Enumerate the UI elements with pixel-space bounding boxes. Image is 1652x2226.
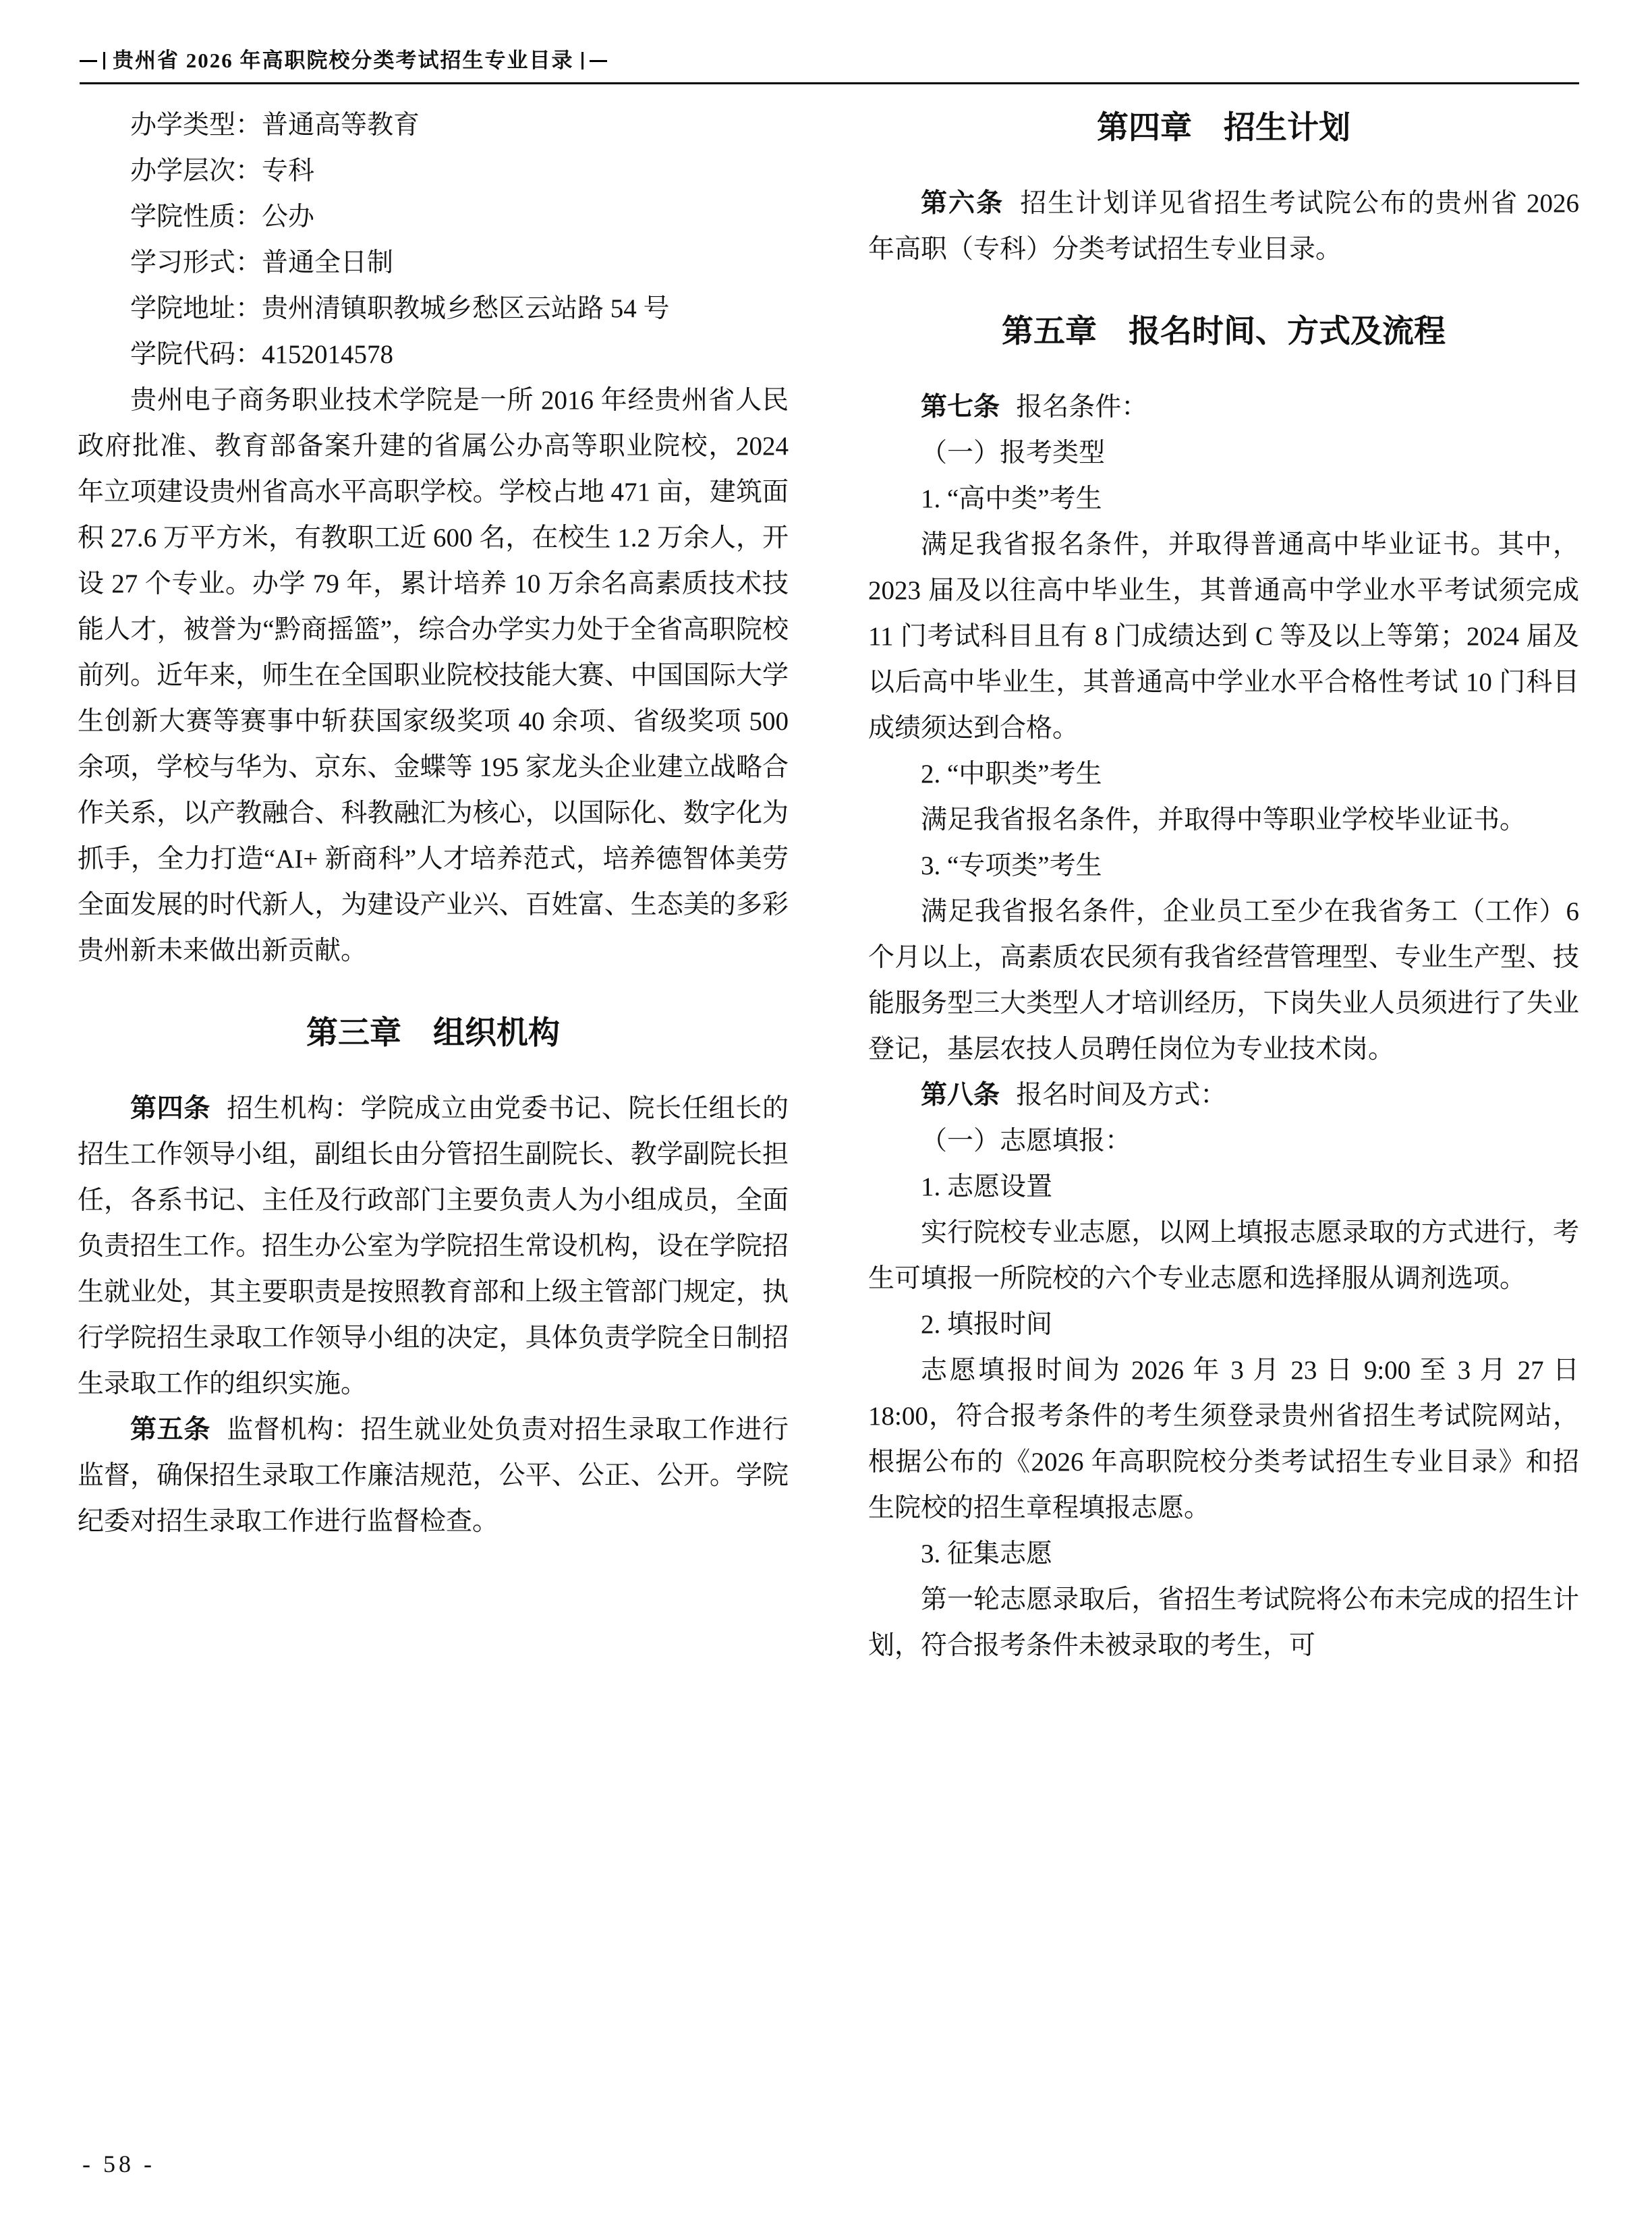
body-paragraph: 满足我省报名条件，并取得中等职业学校毕业证书。 bbox=[921, 805, 1527, 834]
body-paragraph: 1. 志愿设置 bbox=[921, 1172, 1053, 1201]
article-7-text: 报名条件： bbox=[1016, 393, 1148, 422]
body-paragraph: （一）志愿填报： bbox=[921, 1126, 1132, 1155]
info-line-school-level: 办学层次：专科 bbox=[130, 156, 315, 186]
info-line-school-code: 学院代码：4152014578 bbox=[130, 340, 394, 369]
header-tick-left-line bbox=[80, 60, 97, 62]
body-paragraph: 满足我省报名条件，企业员工至少在我省务工（工作）6 个月以上，高素质农民须有我省经营管理型、专业生产型、技能服务型三大类型人才培训经历，下岗失业人员须进行了失业登记，基层农技人员聘任岗位为专业技术岗。 bbox=[868, 897, 1579, 1064]
chapter-3-heading: 第三章 组织机构 bbox=[306, 1015, 560, 1050]
article-7-paragraph bbox=[868, 384, 1579, 430]
info-line-study-form: 学习形式：普通全日制 bbox=[130, 248, 394, 277]
page-footer bbox=[82, 2150, 155, 2177]
article-5-lead: 第五条 bbox=[130, 1415, 211, 1444]
header-rule bbox=[80, 82, 1579, 84]
info-line-school-address: 学院地址：贵州清镇职教城乡愁区云站路 54 号 bbox=[130, 294, 670, 323]
article-4-lead: 第四条 bbox=[130, 1094, 211, 1123]
intro-paragraph: 贵州电子商务职业技术学院是一所 2016 年经贵州省人民政府批准、教育部备案升建的省属公办高等职业院校，2024 年立项建设贵州省高水平高职学校。学校占地 471 亩，建筑面积 27.6 万平方米，有教职工近 600 名，在校生 1.2 万余人，开设 27 个专业。办学 79 年，累计培养 10 万余名高素质技术技能人才，被誉为“黔商摇篮”，综合办学实力处于全省高职院校前列。近年来，师生在全国职业院校技能大赛、中国国际大学生创新大赛等赛事中斩获国家级奖项 40 余项、省级奖项 500 余项，学校与华为、京东、金蝶等 195 家龙头企业建立战略合作关系，以产教融合、科教融汇为核心，以国际化、数字化为抓手，全力打造“AI+ 新商科”人才培养范式，培养德智体美劳全面发展的时代新人，为建设产业兴、百姓富、生态美的多彩贵州新未来做出新贡献。 bbox=[78, 386, 789, 965]
column-right bbox=[868, 103, 1579, 1669]
header-title-row bbox=[80, 47, 1579, 74]
column-left bbox=[78, 103, 789, 1669]
header-tick-left-bar bbox=[103, 52, 105, 69]
article-7-lead: 第七条 bbox=[921, 393, 1000, 422]
article-5-text: 监督机构：招生就业处负责对招生录取工作进行监督，确保招生录取工作廉洁规范，公平、公正、公开。学院纪委对招生录取工作进行监督检查。 bbox=[78, 1415, 789, 1536]
body-paragraph: 志愿填报时间为 2026 年 3 月 23 日 9:00 至 3 月 27 日 18:00，符合报考条件的考生须登录贵州省招生考试院网站，根据公布的《2026 年高职院校分类考试招生专业目录》和招生院校的招生章程填报志愿。 bbox=[868, 1356, 1579, 1522]
body-paragraph: 2. “中职类”考生 bbox=[921, 760, 1102, 789]
article-4-paragraph bbox=[78, 1086, 789, 1407]
article-6-lead: 第六条 bbox=[921, 189, 1004, 218]
body-paragraph: 3. “专项类”考生 bbox=[921, 851, 1102, 880]
header-tick-right-bar bbox=[581, 52, 583, 69]
info-line-school-type: 办学类型：普通高等教育 bbox=[130, 111, 420, 140]
header-tick-right-line bbox=[590, 60, 607, 62]
page-number: - 58 - bbox=[82, 2150, 155, 2177]
header-title: 贵州省 2026 年高职院校分类考试招生专业目录 bbox=[113, 49, 574, 72]
article-6-paragraph bbox=[868, 181, 1579, 273]
body-paragraph: 1. “高中类”考生 bbox=[921, 484, 1102, 513]
article-4-text: 招生机构：学院成立由党委书记、院长任组长的招生工作领导小组，副组长由分管招生副院长、教学副院长担任，各系书记、主任及行政部门主要负责人为小组成员，全面负责招生工作。招生办公室为学院招生常设机构，设在学院招生就业处，其主要职责是按照教育部和上级主管部门规定，执行学院招生录取工作领导小组的决定，具体负责学院全日制招生录取工作的组织实施。 bbox=[78, 1094, 789, 1398]
body-paragraph: 2. 填报时间 bbox=[921, 1310, 1053, 1339]
chapter-4-heading: 第四章 招生计划 bbox=[1097, 109, 1350, 145]
body-paragraph: 满足我省报名条件，并取得普通高中毕业证书。其中，2023 届及以往高中毕业生，其普通高中学业水平考试须完成 11 门考试科目且有 8 门成绩达到 C 等及以上等第；2024 届及以后高中毕业生，其普通高中学业水平合格性考试 10 门科目成绩须达到合格。 bbox=[868, 530, 1579, 743]
info-line-school-nature: 学院性质：公办 bbox=[130, 202, 315, 231]
page-header bbox=[80, 47, 1579, 84]
article-8-text: 报名时间及方式： bbox=[1016, 1081, 1227, 1110]
article-8-paragraph bbox=[868, 1073, 1579, 1118]
body-paragraph: 实行院校专业志愿，以网上填报志愿录取的方式进行，考生可填报一所院校的六个专业志愿和选择服从调剂选项。 bbox=[868, 1218, 1579, 1293]
body-paragraph: （一）报考类型 bbox=[921, 438, 1106, 467]
body-paragraph: 第一轮志愿录取后，省招生考试院将公布未完成的招生计划，符合报考条件未被录取的考生，可 bbox=[868, 1585, 1579, 1660]
article-8-lead: 第八条 bbox=[921, 1081, 1000, 1110]
body-paragraph: 3. 征集志愿 bbox=[921, 1539, 1053, 1568]
chapter-5-heading: 第五章 报名时间、方式及流程 bbox=[1002, 313, 1446, 349]
article-6-text: 招生计划详见省招生考试院公布的贵州省 2026 年高职（专科）分类考试招生专业目录。 bbox=[868, 189, 1579, 264]
page-content bbox=[78, 103, 1579, 1669]
article-5-paragraph bbox=[78, 1407, 789, 1545]
